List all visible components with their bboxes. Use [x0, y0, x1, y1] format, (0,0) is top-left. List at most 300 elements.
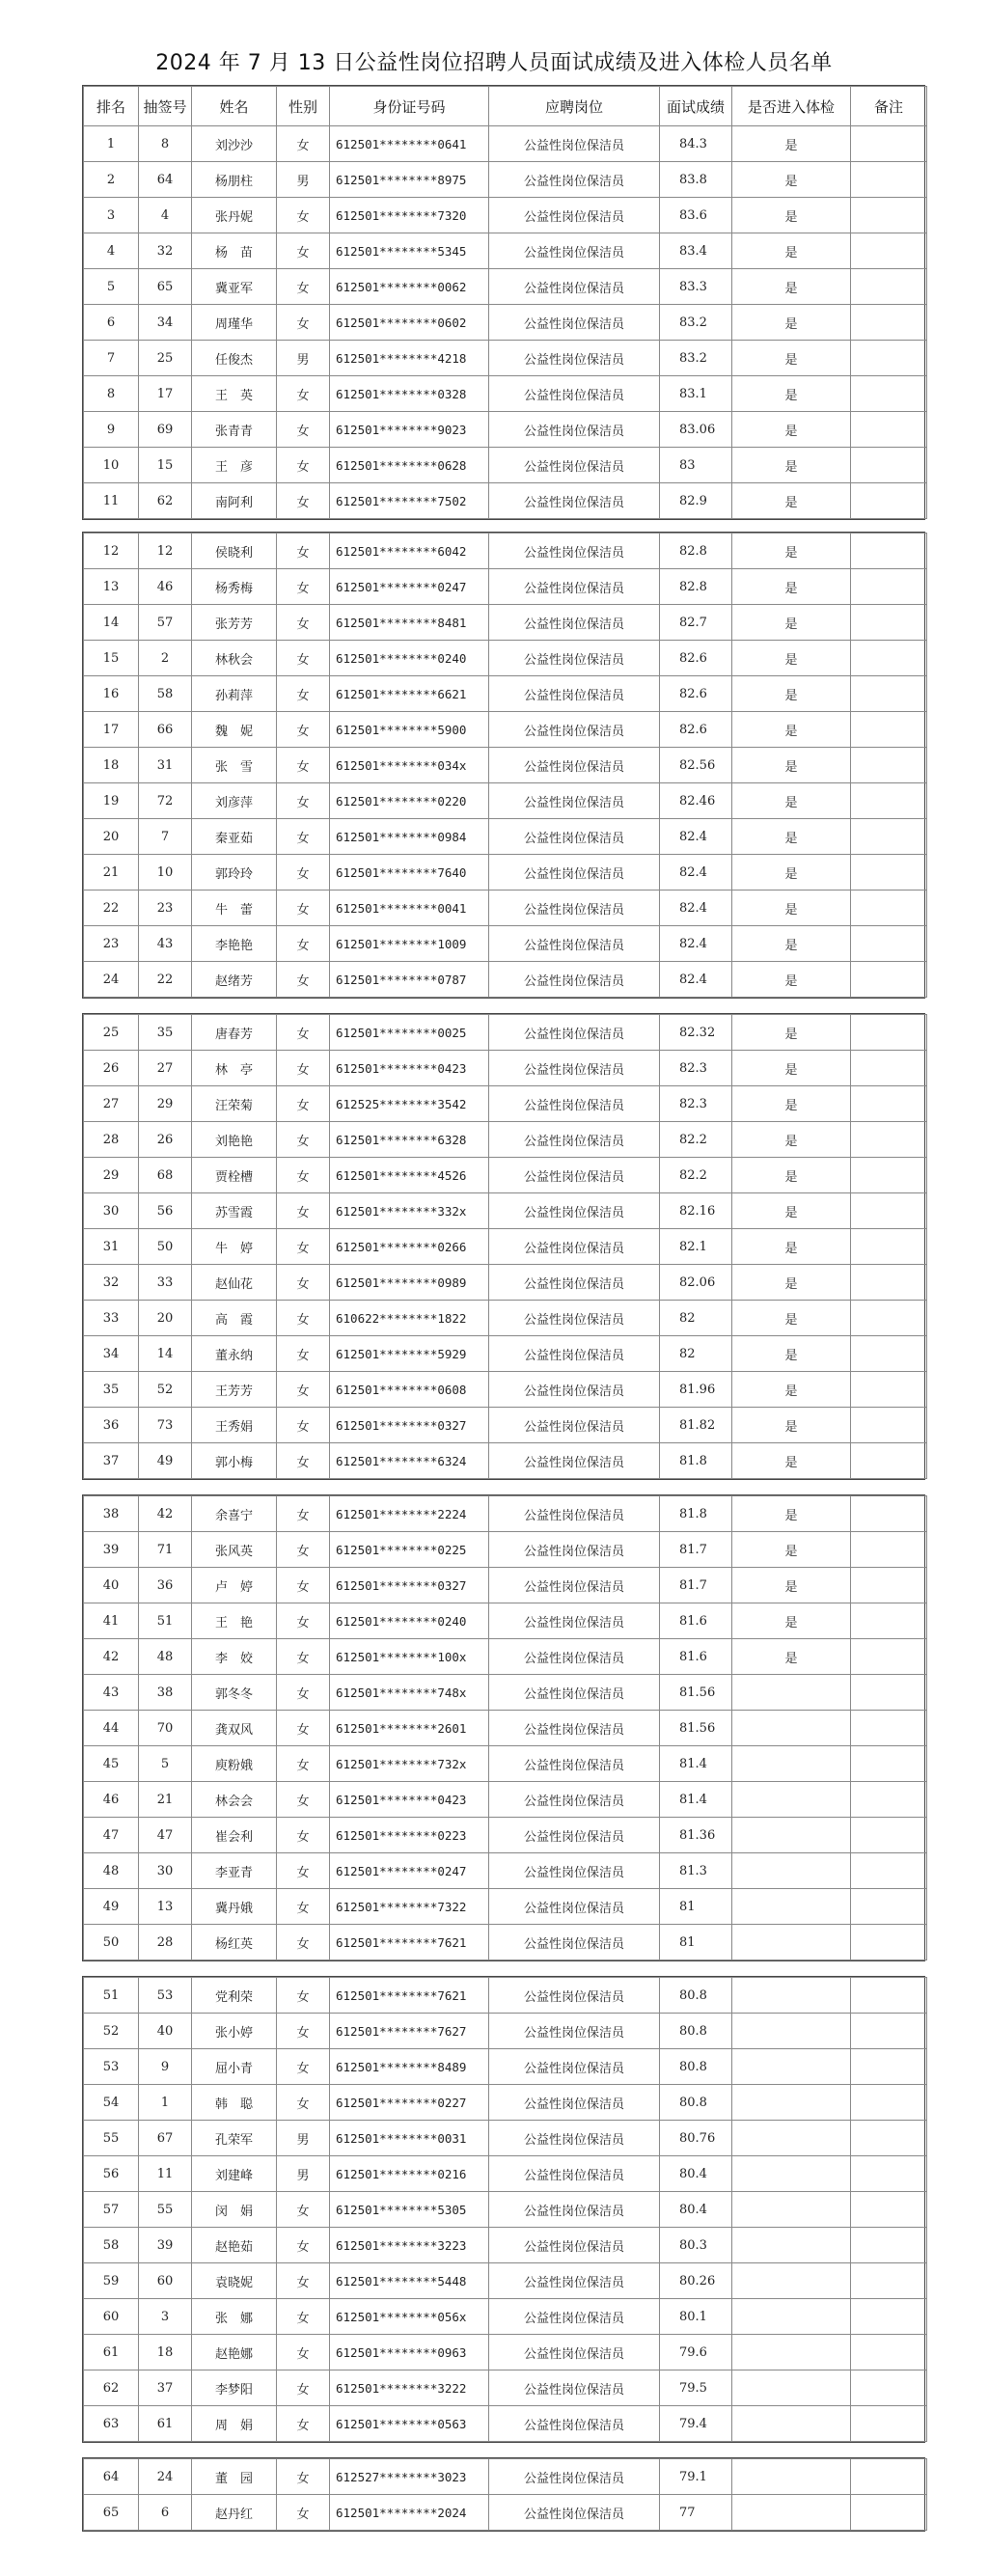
cell-rank: 27	[84, 1086, 139, 1122]
cell-remarks	[851, 269, 927, 305]
cell-draw-no: 1	[139, 2085, 192, 2121]
table-row	[84, 2121, 927, 2156]
cell-name: 郭玲玲	[192, 855, 277, 891]
cell-medical-exam: 是	[732, 412, 851, 448]
cell-id-number: 612501********0220	[330, 783, 489, 819]
cell-gender: 女	[277, 1372, 330, 1408]
cell-medical-exam	[732, 1978, 851, 2014]
cell-gender: 女	[277, 2085, 330, 2121]
cell-score: 81.6	[660, 1603, 732, 1639]
cell-medical-exam: 是	[732, 1372, 851, 1408]
column-header-remarks: 备注	[851, 87, 927, 126]
cell-draw-no: 30	[139, 1853, 192, 1889]
cell-gender: 女	[277, 1051, 330, 1086]
cell-gender: 女	[277, 448, 330, 483]
cell-name: 唐春芳	[192, 1015, 277, 1051]
cell-remarks	[851, 1782, 927, 1818]
cell-score: 82.4	[660, 962, 732, 998]
cell-remarks	[851, 2459, 927, 2495]
cell-gender: 女	[277, 962, 330, 998]
cell-draw-no: 72	[139, 783, 192, 819]
cell-id-number: 612501********0247	[330, 569, 489, 605]
cell-rank: 14	[84, 605, 139, 641]
cell-medical-exam	[732, 2459, 851, 2495]
cell-name: 张 娜	[192, 2299, 277, 2335]
cell-name: 刘艳艳	[192, 1122, 277, 1158]
column-header-name: 姓名	[192, 87, 277, 126]
table-row	[84, 1122, 927, 1158]
cell-id-number: 612501********4218	[330, 341, 489, 376]
cell-draw-no: 51	[139, 1603, 192, 1639]
cell-medical-exam	[732, 2299, 851, 2335]
cell-score: 83	[660, 448, 732, 483]
cell-name: 余喜宁	[192, 1496, 277, 1532]
cell-rank: 55	[84, 2121, 139, 2156]
cell-remarks	[851, 712, 927, 748]
cell-id-number: 612501********1009	[330, 926, 489, 962]
cell-position: 公益性岗位保洁员	[489, 2156, 660, 2192]
cell-remarks	[851, 2406, 927, 2442]
results-table	[83, 1977, 927, 2442]
cell-id-number: 612501********0608	[330, 1372, 489, 1408]
cell-gender: 男	[277, 341, 330, 376]
cell-gender: 女	[277, 534, 330, 569]
cell-name: 刘建峰	[192, 2156, 277, 2192]
table-row	[84, 962, 927, 998]
cell-medical-exam: 是	[732, 269, 851, 305]
cell-draw-no: 69	[139, 412, 192, 448]
cell-medical-exam: 是	[732, 1496, 851, 1532]
cell-gender: 女	[277, 2335, 330, 2370]
table-row	[84, 341, 927, 376]
cell-remarks	[851, 1408, 927, 1443]
cell-rank: 22	[84, 891, 139, 926]
cell-name: 韩 聪	[192, 2085, 277, 2121]
cell-draw-no: 49	[139, 1443, 192, 1479]
cell-rank: 11	[84, 483, 139, 519]
cell-draw-no: 29	[139, 1086, 192, 1122]
cell-score: 79.5	[660, 2370, 732, 2406]
cell-score: 82.3	[660, 1051, 732, 1086]
cell-draw-no: 34	[139, 305, 192, 341]
cell-medical-exam: 是	[732, 448, 851, 483]
cell-position: 公益性岗位保洁员	[489, 1301, 660, 1336]
table-row	[84, 712, 927, 748]
cell-id-number: 612501********8489	[330, 2049, 489, 2085]
column-header-id-number: 身份证号码	[330, 87, 489, 126]
cell-score: 81.8	[660, 1443, 732, 1479]
cell-rank: 29	[84, 1158, 139, 1193]
cell-score: 77	[660, 2495, 732, 2531]
cell-rank: 63	[84, 2406, 139, 2442]
cell-draw-no: 35	[139, 1015, 192, 1051]
cell-id-number: 612501********6042	[330, 534, 489, 569]
cell-position: 公益性岗位保洁员	[489, 305, 660, 341]
table-row	[84, 2263, 927, 2299]
cell-score: 82.6	[660, 676, 732, 712]
cell-draw-no: 71	[139, 1532, 192, 1568]
cell-name: 张青青	[192, 412, 277, 448]
cell-name: 闵 娟	[192, 2192, 277, 2228]
cell-gender: 女	[277, 676, 330, 712]
cell-medical-exam	[732, 2228, 851, 2263]
cell-rank: 37	[84, 1443, 139, 1479]
cell-name: 林 亭	[192, 1051, 277, 1086]
cell-medical-exam: 是	[732, 748, 851, 783]
cell-position: 公益性岗位保洁员	[489, 1568, 660, 1603]
column-header-position: 应聘岗位	[489, 87, 660, 126]
cell-draw-no: 62	[139, 483, 192, 519]
cell-name: 侯晓利	[192, 534, 277, 569]
cell-id-number: 612501********6324	[330, 1443, 489, 1479]
cell-medical-exam	[732, 2495, 851, 2531]
cell-id-number: 612501********2024	[330, 2495, 489, 2531]
cell-draw-no: 60	[139, 2263, 192, 2299]
cell-score: 82.1	[660, 1229, 732, 1265]
cell-name: 李梦阳	[192, 2370, 277, 2406]
cell-gender: 女	[277, 2495, 330, 2531]
cell-score: 80.8	[660, 1978, 732, 2014]
cell-rank: 16	[84, 676, 139, 712]
cell-name: 杨 苗	[192, 233, 277, 269]
cell-id-number: 612501********0227	[330, 2085, 489, 2121]
table-row	[84, 1889, 927, 1925]
cell-remarks	[851, 198, 927, 233]
cell-id-number: 612501********7320	[330, 198, 489, 233]
cell-score: 82.7	[660, 605, 732, 641]
cell-name: 赵丹红	[192, 2495, 277, 2531]
cell-medical-exam: 是	[732, 891, 851, 926]
cell-medical-exam: 是	[732, 1443, 851, 1479]
cell-id-number: 612501********0031	[330, 2121, 489, 2156]
cell-score: 80.8	[660, 2049, 732, 2085]
cell-medical-exam: 是	[732, 198, 851, 233]
cell-id-number: 612501********748x	[330, 1675, 489, 1711]
cell-draw-no: 64	[139, 162, 192, 198]
cell-remarks	[851, 1158, 927, 1193]
cell-position: 公益性岗位保洁员	[489, 2335, 660, 2370]
table-row	[84, 1568, 927, 1603]
cell-medical-exam	[732, 2014, 851, 2049]
cell-rank: 41	[84, 1603, 139, 1639]
cell-rank: 12	[84, 534, 139, 569]
cell-id-number: 612501********100x	[330, 1639, 489, 1675]
cell-medical-exam	[732, 2156, 851, 2192]
cell-medical-exam: 是	[732, 605, 851, 641]
cell-gender: 女	[277, 1568, 330, 1603]
cell-gender: 男	[277, 162, 330, 198]
cell-score: 83.6	[660, 198, 732, 233]
cell-name: 冀丹娥	[192, 1889, 277, 1925]
table-row	[84, 448, 927, 483]
cell-draw-no: 6	[139, 2495, 192, 2531]
cell-rank: 10	[84, 448, 139, 483]
cell-remarks	[851, 676, 927, 712]
cell-medical-exam: 是	[732, 569, 851, 605]
cell-id-number: 612501********0223	[330, 1818, 489, 1853]
cell-remarks	[851, 1336, 927, 1372]
cell-remarks	[851, 483, 927, 519]
cell-rank: 17	[84, 712, 139, 748]
cell-position: 公益性岗位保洁员	[489, 233, 660, 269]
cell-draw-no: 27	[139, 1051, 192, 1086]
cell-remarks	[851, 1051, 927, 1086]
cell-name: 林会会	[192, 1782, 277, 1818]
cell-id-number: 612501********0240	[330, 1603, 489, 1639]
cell-draw-no: 13	[139, 1889, 192, 1925]
cell-remarks	[851, 1746, 927, 1782]
cell-name: 张 雪	[192, 748, 277, 783]
table-row	[84, 605, 927, 641]
cell-id-number: 612501********056x	[330, 2299, 489, 2335]
cell-medical-exam: 是	[732, 1603, 851, 1639]
cell-gender: 女	[277, 2299, 330, 2335]
cell-position: 公益性岗位保洁员	[489, 2228, 660, 2263]
cell-draw-no: 61	[139, 2406, 192, 2442]
cell-remarks	[851, 2335, 927, 2370]
cell-draw-no: 33	[139, 1265, 192, 1301]
cell-gender: 女	[277, 783, 330, 819]
cell-rank: 4	[84, 233, 139, 269]
cell-id-number: 612501********5448	[330, 2263, 489, 2299]
cell-position: 公益性岗位保洁员	[489, 1746, 660, 1782]
cell-rank: 24	[84, 962, 139, 998]
cell-draw-no: 46	[139, 569, 192, 605]
cell-id-number: 612501********0984	[330, 819, 489, 855]
cell-draw-no: 42	[139, 1496, 192, 1532]
cell-rank: 23	[84, 926, 139, 962]
cell-gender: 女	[277, 1675, 330, 1711]
cell-id-number: 612501********5900	[330, 712, 489, 748]
cell-gender: 女	[277, 1925, 330, 1960]
cell-score: 83.8	[660, 162, 732, 198]
results-table-section	[82, 85, 925, 520]
cell-position: 公益性岗位保洁员	[489, 1818, 660, 1853]
cell-rank: 20	[84, 819, 139, 855]
cell-remarks	[851, 641, 927, 676]
cell-medical-exam	[732, 1925, 851, 1960]
cell-position: 公益性岗位保洁员	[489, 819, 660, 855]
cell-rank: 46	[84, 1782, 139, 1818]
cell-gender: 女	[277, 1122, 330, 1158]
cell-id-number: 612501********0423	[330, 1051, 489, 1086]
cell-medical-exam	[732, 2121, 851, 2156]
cell-remarks	[851, 162, 927, 198]
table-row	[84, 2192, 927, 2228]
cell-score: 83.06	[660, 412, 732, 448]
cell-rank: 18	[84, 748, 139, 783]
cell-draw-no: 4	[139, 198, 192, 233]
cell-score: 81.56	[660, 1675, 732, 1711]
cell-position: 公益性岗位保洁员	[489, 1193, 660, 1229]
cell-remarks	[851, 962, 927, 998]
cell-rank: 2	[84, 162, 139, 198]
cell-id-number: 612501********0628	[330, 448, 489, 483]
cell-name: 周瑾华	[192, 305, 277, 341]
cell-draw-no: 65	[139, 269, 192, 305]
cell-name: 任俊杰	[192, 341, 277, 376]
cell-gender: 女	[277, 1158, 330, 1193]
cell-medical-exam: 是	[732, 1532, 851, 1568]
cell-score: 80.26	[660, 2263, 732, 2299]
cell-score: 81.56	[660, 1711, 732, 1746]
cell-score: 81.3	[660, 1853, 732, 1889]
table-row	[84, 891, 927, 926]
cell-id-number: 612501********9023	[330, 412, 489, 448]
cell-medical-exam: 是	[732, 162, 851, 198]
cell-id-number: 612501********0216	[330, 2156, 489, 2192]
cell-position: 公益性岗位保洁员	[489, 126, 660, 162]
cell-name: 崔会利	[192, 1818, 277, 1853]
cell-rank: 54	[84, 2085, 139, 2121]
column-header-score: 面试成绩	[660, 87, 732, 126]
cell-remarks	[851, 1603, 927, 1639]
cell-name: 牛 蕾	[192, 891, 277, 926]
cell-rank: 45	[84, 1746, 139, 1782]
cell-rank: 6	[84, 305, 139, 341]
cell-remarks	[851, 855, 927, 891]
table-row	[84, 1372, 927, 1408]
cell-position: 公益性岗位保洁员	[489, 483, 660, 519]
table-row	[84, 855, 927, 891]
cell-remarks	[851, 1978, 927, 2014]
cell-draw-no: 14	[139, 1336, 192, 1372]
cell-id-number: 612501********0989	[330, 1265, 489, 1301]
cell-score: 81.82	[660, 1408, 732, 1443]
table-row	[84, 641, 927, 676]
cell-id-number: 612501********0963	[330, 2335, 489, 2370]
cell-score: 79.4	[660, 2406, 732, 2442]
cell-remarks	[851, 2370, 927, 2406]
cell-name: 郭小梅	[192, 1443, 277, 1479]
cell-id-number: 612501********7322	[330, 1889, 489, 1925]
cell-position: 公益性岗位保洁员	[489, 1051, 660, 1086]
cell-rank: 59	[84, 2263, 139, 2299]
cell-id-number: 612501********0225	[330, 1532, 489, 1568]
cell-remarks	[851, 1122, 927, 1158]
cell-score: 81.7	[660, 1532, 732, 1568]
table-row	[84, 1015, 927, 1051]
cell-score: 83.4	[660, 233, 732, 269]
cell-position: 公益性岗位保洁员	[489, 1336, 660, 1372]
cell-score: 83.3	[660, 269, 732, 305]
cell-gender: 女	[277, 1978, 330, 2014]
cell-gender: 女	[277, 2406, 330, 2442]
cell-remarks	[851, 926, 927, 962]
cell-rank: 33	[84, 1301, 139, 1336]
cell-rank: 25	[84, 1015, 139, 1051]
cell-score: 81.4	[660, 1746, 732, 1782]
cell-position: 公益性岗位保洁员	[489, 1158, 660, 1193]
cell-medical-exam: 是	[732, 1265, 851, 1301]
cell-score: 82.2	[660, 1158, 732, 1193]
cell-name: 孙莉萍	[192, 676, 277, 712]
cell-rank: 58	[84, 2228, 139, 2263]
cell-draw-no: 38	[139, 1675, 192, 1711]
cell-name: 董 园	[192, 2459, 277, 2495]
cell-draw-no: 24	[139, 2459, 192, 2495]
table-row	[84, 305, 927, 341]
cell-remarks	[851, 1229, 927, 1265]
cell-remarks	[851, 534, 927, 569]
cell-name: 王 彦	[192, 448, 277, 483]
table-row	[84, 2406, 927, 2442]
cell-remarks	[851, 2121, 927, 2156]
cell-id-number: 612501********0327	[330, 1408, 489, 1443]
table-row	[84, 1265, 927, 1301]
cell-rank: 36	[84, 1408, 139, 1443]
cell-position: 公益性岗位保洁员	[489, 641, 660, 676]
column-header-medical-exam: 是否进入体检	[732, 87, 851, 126]
table-row	[84, 412, 927, 448]
cell-medical-exam	[732, 2263, 851, 2299]
table-row	[84, 1853, 927, 1889]
cell-rank: 57	[84, 2192, 139, 2228]
table-row	[84, 376, 927, 412]
cell-score: 80.76	[660, 2121, 732, 2156]
cell-rank: 40	[84, 1568, 139, 1603]
cell-id-number: 612501********0266	[330, 1229, 489, 1265]
cell-name: 董永纳	[192, 1336, 277, 1372]
cell-name: 王芳芳	[192, 1372, 277, 1408]
cell-rank: 21	[84, 855, 139, 891]
table-row	[84, 2085, 927, 2121]
cell-draw-no: 57	[139, 605, 192, 641]
cell-draw-no: 10	[139, 855, 192, 891]
cell-gender: 女	[277, 1603, 330, 1639]
cell-draw-no: 20	[139, 1301, 192, 1336]
cell-name: 李 姣	[192, 1639, 277, 1675]
cell-score: 82.4	[660, 926, 732, 962]
table-row	[84, 269, 927, 305]
cell-position: 公益性岗位保洁员	[489, 605, 660, 641]
cell-medical-exam	[732, 2406, 851, 2442]
cell-score: 82.8	[660, 534, 732, 569]
cell-remarks	[851, 1532, 927, 1568]
cell-rank: 39	[84, 1532, 139, 1568]
table-row	[84, 926, 927, 962]
cell-medical-exam	[732, 1889, 851, 1925]
cell-position: 公益性岗位保洁员	[489, 1372, 660, 1408]
table-row	[84, 748, 927, 783]
cell-position: 公益性岗位保洁员	[489, 162, 660, 198]
cell-name: 孔荣军	[192, 2121, 277, 2156]
cell-remarks	[851, 891, 927, 926]
results-table-section	[82, 1976, 925, 2443]
cell-id-number: 612501********5929	[330, 1336, 489, 1372]
cell-draw-no: 28	[139, 1925, 192, 1960]
cell-position: 公益性岗位保洁员	[489, 748, 660, 783]
cell-position: 公益性岗位保洁员	[489, 2406, 660, 2442]
cell-rank: 28	[84, 1122, 139, 1158]
cell-gender: 女	[277, 2263, 330, 2299]
cell-score: 82.4	[660, 855, 732, 891]
cell-gender: 女	[277, 1782, 330, 1818]
cell-gender: 女	[277, 712, 330, 748]
cell-gender: 女	[277, 2014, 330, 2049]
cell-name: 党利荣	[192, 1978, 277, 2014]
cell-position: 公益性岗位保洁员	[489, 448, 660, 483]
cell-draw-no: 9	[139, 2049, 192, 2085]
cell-position: 公益性岗位保洁员	[489, 412, 660, 448]
table-row	[84, 1301, 927, 1336]
cell-draw-no: 47	[139, 1818, 192, 1853]
cell-gender: 女	[277, 412, 330, 448]
table-row	[84, 783, 927, 819]
cell-score: 82.4	[660, 819, 732, 855]
cell-draw-no: 25	[139, 341, 192, 376]
cell-medical-exam: 是	[732, 376, 851, 412]
